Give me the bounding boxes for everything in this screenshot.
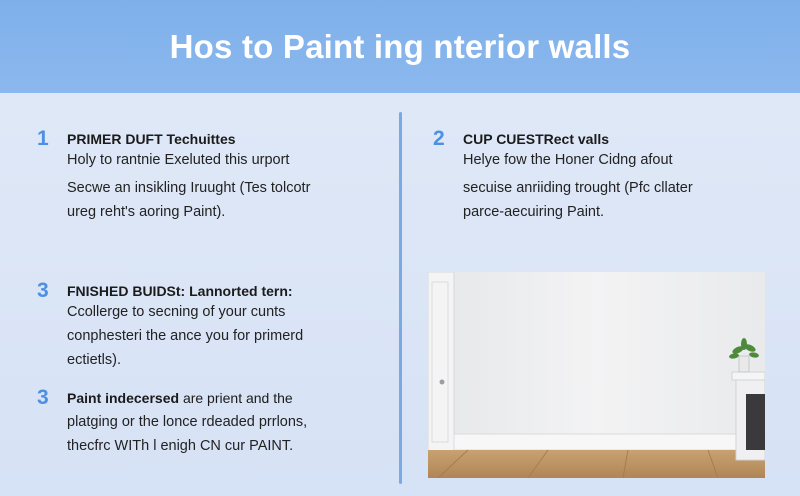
step-text-line: Ccollerge to secning of your cunts: [67, 304, 286, 320]
step-text-line: Holy to rantnie Exeluted this urport: [67, 152, 290, 168]
step-number: 1: [37, 127, 49, 150]
step-text-line: ureg reht's aoring Paint).: [67, 204, 226, 220]
room-illustration: [428, 272, 765, 478]
step-number: 2: [433, 127, 445, 150]
step-text-line: Secwe an insikling Iruught (Tes tolcotr: [67, 180, 311, 196]
page-title: Hos to Paint ing nterior walls: [169, 27, 631, 65]
step-text-line: parce-aecuiring Paint.: [463, 204, 605, 220]
step-title-rest: are prient and the: [182, 390, 293, 406]
step-number: 3: [37, 386, 49, 409]
step-text-line: conphesteri the ance you for primerd: [67, 328, 304, 344]
step-title: Paint indecersed: [67, 390, 180, 406]
room-photo: [428, 272, 765, 478]
step-text-line: Helye fow the Honer Cidng afout: [463, 152, 673, 168]
step-text-line: platging or the lonce rdeaded prrlons,: [67, 414, 308, 430]
step-text-line: ectietls).: [67, 352, 121, 368]
step-title: FNISHED BUIDSt: Lannorted tern:: [67, 283, 293, 299]
step-number: 3: [37, 279, 49, 302]
step-title: PRIMER DUFT Techuittes: [67, 131, 236, 147]
page-header: [0, 0, 800, 93]
column-divider: [399, 112, 402, 484]
step-text-line: secuise anriiding trought (Pfc cllater: [463, 180, 693, 196]
step-text-line: thecfrc WITh l enigh CN cur PAINT.: [67, 438, 294, 454]
step-title-wrap: [67, 390, 293, 406]
step-title: CUP CUESTRect valls: [463, 131, 610, 147]
